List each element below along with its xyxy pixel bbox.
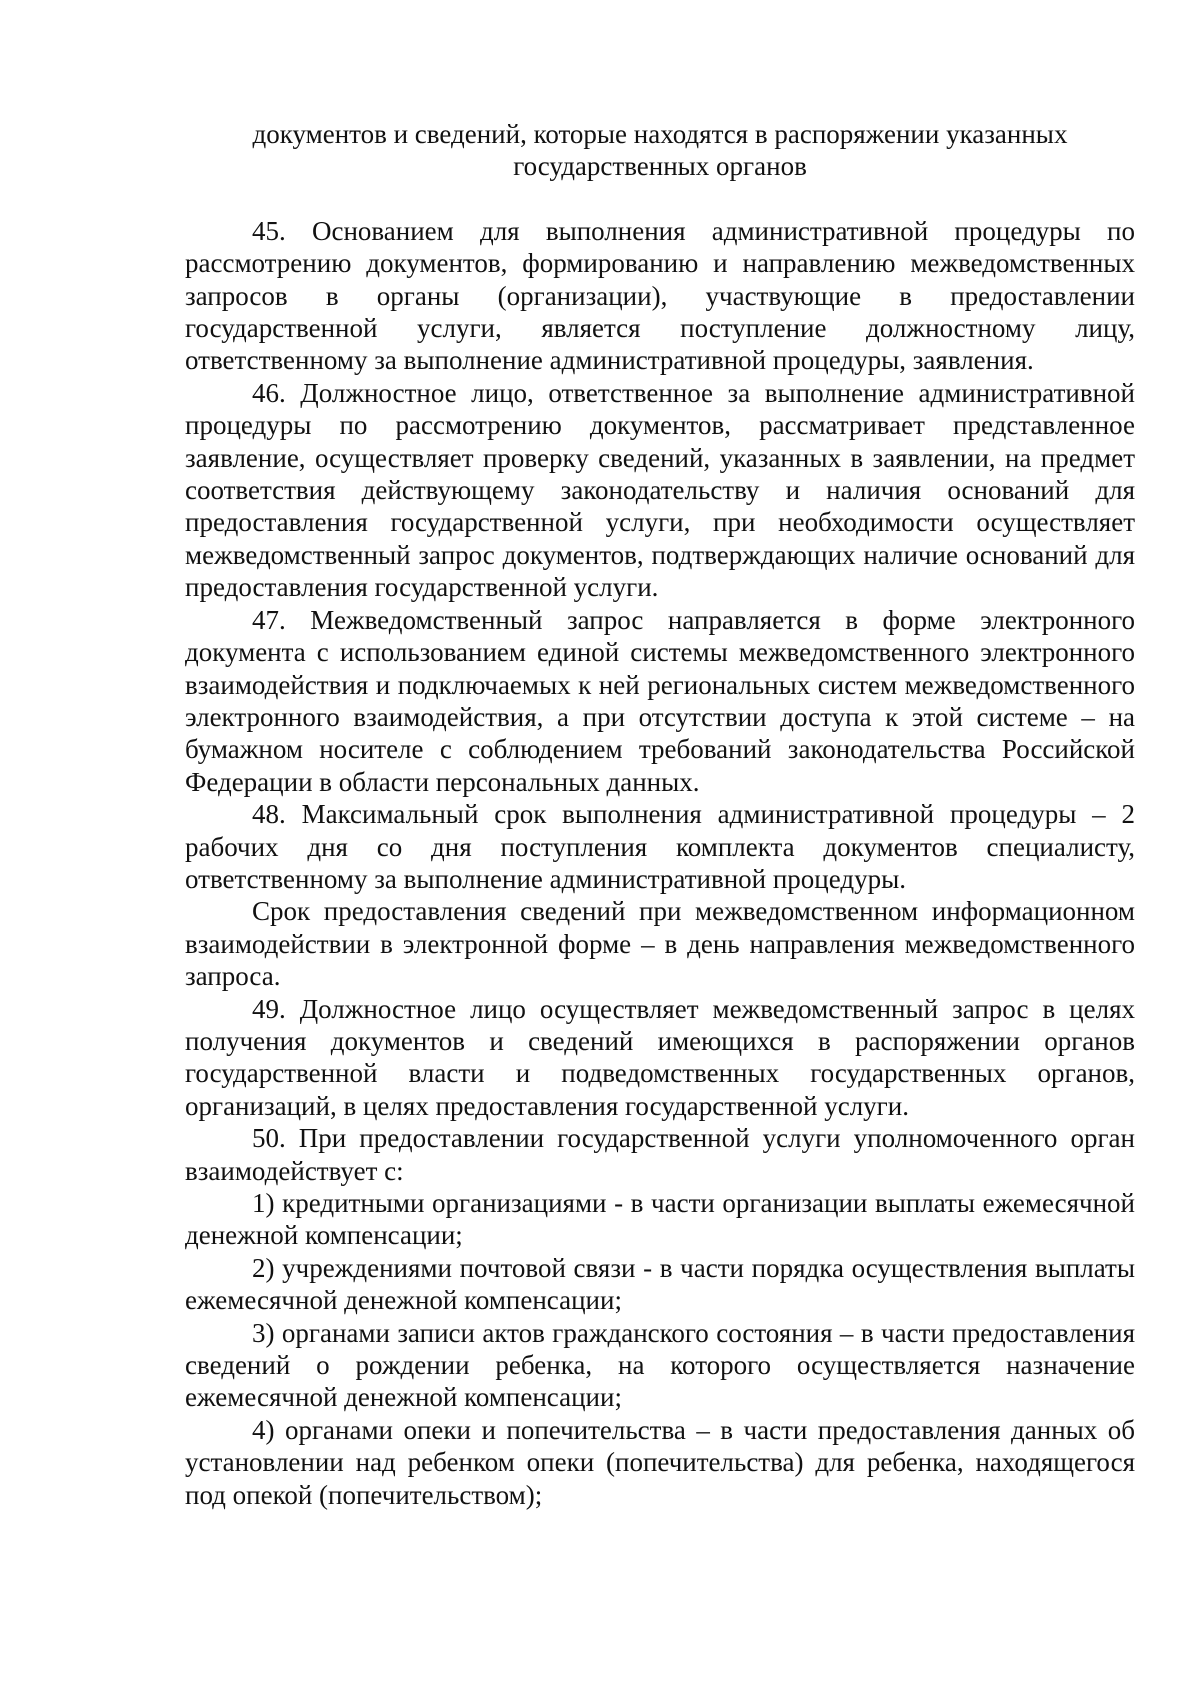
list-item-2: 2) учреждениями почтовой связи - в части порядка осуществления выплаты ежемесячной денежной компенсации; bbox=[185, 1252, 1135, 1316]
paragraph-46: 46. Должностное лицо, ответственное за выполнение административной процедуры по рассмотрению документов, рассматривает представленное заявление, осуществляет проверку сведений, указанных в заявлении, на предмет соответствия действующему законодательству и наличия оснований для предоставления государственной услуги, при необходимости осуществляет межведомственный запрос документов, подтверждающих наличие оснований для предоставления государственной услуги. bbox=[185, 377, 1135, 603]
paragraph-45: 45. Основанием для выполнения административной процедуры по рассмотрению документов, формированию и направлению межведомственных запросов в органы (организации), участвующие в предоставлении государственной услуги, является поступление должностному лицу, ответственному за выполнение административной процедуры, заявления. bbox=[185, 215, 1135, 376]
paragraph-49: 49. Должностное лицо осуществляет межведомственный запрос в целях получения документов и сведений имеющихся в распоряжении органов государственной власти и подведомственных государственных органов, организаций, в целях предоставления государственной услуги. bbox=[185, 993, 1135, 1121]
list-item-1: 1) кредитными организациями - в части организации выплаты ежемесячной денежной компенсации; bbox=[185, 1188, 1135, 1251]
paragraph-48: 48. Максимальный срок выполнения административной процедуры – 2 рабочих дня со дня поступления комплекта документов специалисту, ответственному за выполнение административной процедуры. bbox=[185, 799, 1135, 894]
section-heading bbox=[185, 118, 1135, 183]
section-heading-line-2: государственных органов bbox=[513, 151, 807, 182]
list-item-3: 3) органами записи актов гражданского состояния – в части предоставления сведений о рождении ребенка, на которого осуществляется назначение ежемесячной денежной компенсации; bbox=[185, 1317, 1135, 1413]
paragraph-47: 47. Межведомственный запрос направляется в форме электронного документа с использованием единой системы межведомственного электронного взаимодействия и подключаемых к ней региональных систем межведомственного электронного взаимодействия, а при отсутствии доступа к этой системе – на бумажном носителе с соблюдением требований законодательства Российской Федерации в области персональных данных. bbox=[185, 604, 1135, 797]
section-heading-line-1: документов и сведений, которые находятся в распоряжении указанных bbox=[252, 119, 1068, 149]
paragraph-50: 50. При предоставлении государственной услуги уполномоченного орган взаимодействует с: bbox=[185, 1123, 1135, 1186]
document-page bbox=[185, 118, 1135, 1511]
list-item-4: 4) органами опеки и попечительства – в части предоставления данных об установлении над ребенком опеки (попечительства) для ребенка, находящегося под опекой (попечительством); bbox=[185, 1414, 1135, 1510]
paragraph-48-term: Срок предоставления сведений при межведомственном информационном взаимодействии в электронной форме – в день направления межведомственного запроса. bbox=[185, 896, 1135, 992]
